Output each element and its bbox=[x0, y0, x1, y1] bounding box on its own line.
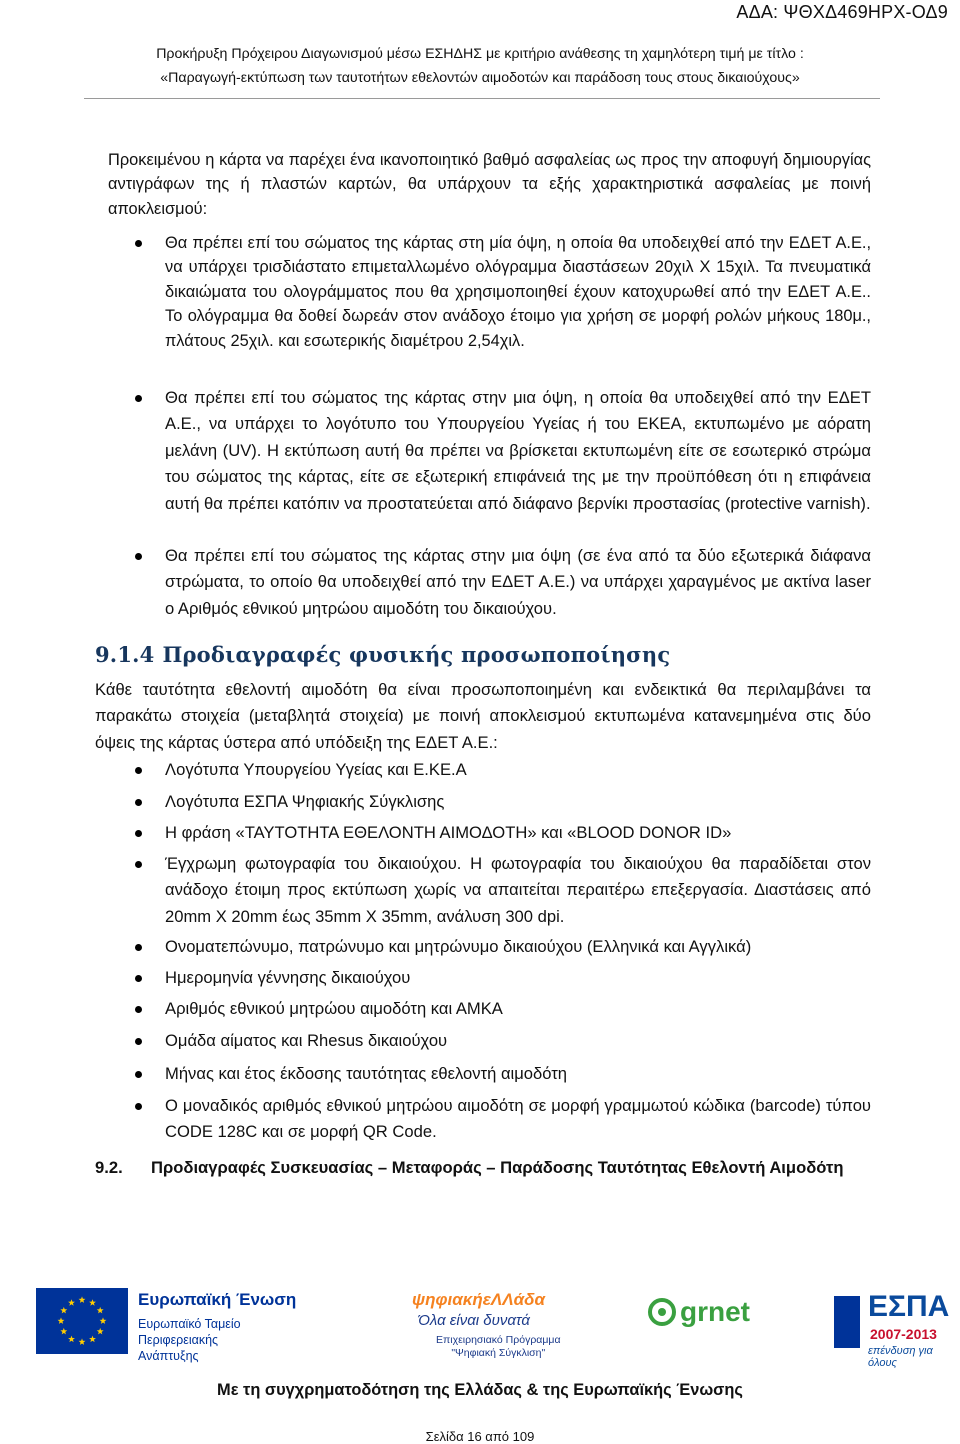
eu-fund-text bbox=[138, 1316, 241, 1364]
personalization-item-text: Λογότυπα ΕΣΠΑ Ψηφιακής Σύγκλισης bbox=[165, 792, 445, 811]
digital-greece-program bbox=[436, 1334, 561, 1360]
security-item-text: Θα πρέπει επί του σώματος της κάρτας στην μια όψη (σε ένα από τα δύο εξωτερικά διάφανα στρώματα, το οποίο θα υποδειχθεί από την ΕΔΕΤ Α.Ε.) να υπάρχει χαραγμένος με ακτίνα laser ο Αριθμός εθνικού μητρώου αιμοδότη του δικαιούχου. bbox=[165, 546, 871, 618]
bullet-icon bbox=[135, 1103, 142, 1110]
eu-fund-line: Περιφερειακής bbox=[138, 1333, 219, 1347]
security-item bbox=[165, 543, 871, 622]
digital-greece-slogan: Όλα είναι δυνατά bbox=[418, 1312, 530, 1329]
bullet-icon bbox=[135, 799, 142, 806]
security-intro: Προκειμένου η κάρτα να παρέχει ένα ικανοποιητικό βαθμό ασφαλείας ως προς την αποφυγή δημιουργίας αντιγράφων της ή πλαστών καρτών, θα υπάρχουν τα εξής χαρακτηριστικά ασφαλείας με ποινή αποκλεισμού: bbox=[108, 151, 871, 218]
bullet-icon bbox=[135, 830, 142, 837]
page-header bbox=[0, 42, 960, 90]
bullet-icon bbox=[135, 1006, 142, 1013]
personalization-item bbox=[165, 934, 871, 960]
personalization-item-text: Αριθμός εθνικού μητρώου αιμοδότη και ΑΜΚΑ bbox=[165, 999, 503, 1018]
eu-fund-line: Ευρωπαϊκό Ταμείο bbox=[138, 1317, 241, 1331]
header-line-1: Προκήρυξη Πρόχειρου Διαγωνισμού μέσω ΕΣΗΔΗΣ με κριτήριο ανάθεσης τη χαμηλότερη τιμή με τίτλο : bbox=[156, 46, 804, 62]
header-divider bbox=[84, 98, 880, 99]
bullet-icon bbox=[135, 395, 142, 402]
section-title: Προδιαγραφές Συσκευασίας – Μεταφοράς – Παράδοσης Ταυτότητας Εθελοντή Αιμοδότη bbox=[151, 1158, 844, 1177]
espa-flag-icon bbox=[830, 1292, 864, 1352]
bullet-icon bbox=[135, 944, 142, 951]
digital-greece-logo: ψηφιακήεΛΛάδα bbox=[412, 1290, 546, 1309]
eu-flag-icon bbox=[36, 1288, 128, 1354]
espa-years: 2007-2013 bbox=[870, 1326, 937, 1342]
bullet-icon bbox=[135, 975, 142, 982]
ada-code: ΑΔΑ: ΨΘΧΔ469ΗΡΧ-ΟΔ9 bbox=[736, 2, 948, 22]
program-line: Επιχειρησιακό Πρόγραμμα bbox=[436, 1334, 561, 1346]
header-line-2: «Παραγωγή-εκτύπωση των ταυτοτήτων εθελοντών αιμοδοτών και παράδοση τους στους δικαιούχους» bbox=[160, 70, 800, 86]
cofunding-logos bbox=[0, 1284, 960, 1374]
section-heading-9-1-4 bbox=[95, 642, 670, 667]
bullet-icon bbox=[135, 1071, 142, 1078]
grnet-logo: grnet bbox=[680, 1296, 750, 1327]
eu-fund-line: Ανάπτυξης bbox=[138, 1349, 199, 1363]
personalization-item-text: Η φράση «ΤΑΥΤΟΤΗΤΑ ΕΘΕΛΟΝΤΗ ΑΙΜΟΔΟΤΗ» και «BLOOD DONOR ID» bbox=[165, 823, 732, 842]
espa-slogan: επένδυση για όλους bbox=[868, 1345, 933, 1369]
personalization-item-text: Λογότυπα Υπουργείου Υγείας και Ε.ΚΕ.Α bbox=[165, 760, 467, 779]
personalization-item-text: Ο μοναδικός αριθμός εθνικού μητρώου αιμοδότη σε μορφή γραμμωτού κώδικα (barcode) τύπου CODE 128C και σε μορφή QR Code. bbox=[165, 1096, 871, 1142]
personalization-item bbox=[165, 1093, 871, 1146]
personalization-item bbox=[165, 1061, 871, 1087]
personalization-item bbox=[165, 851, 871, 930]
personalization-item-text: Ομάδα αίματος και Rhesus δικαιούχου bbox=[165, 1031, 448, 1050]
security-item-text: Θα πρέπει επί του σώματος της κάρτας στη μία όψη, η οποία θα υποδειχθεί από την ΕΔΕΤ Α.Ε., να υπάρχει τρισδιάστατο επιμεταλλωμένο ολόγραμμα διαστάσεων 20χιλ Χ 15χιλ. Τα πνευματικά δικαιώματα του ολογράμματος που θα χρησιμοποιηθεί έχουν κατοχυρωθεί από την ΕΔΕΤ Α.Ε.. Το ολόγραμμα θα δοθεί δωρεάν στον ανάδοχο έτοιμο για χρήση σε μορφή ρολών μήκους 180μ., πλάτους 25χιλ. και εσωτερικής διαμέτρου 2,54χιλ. bbox=[165, 234, 871, 350]
program-line: "Ψηφιακή Σύγκλιση" bbox=[451, 1347, 546, 1359]
page-number: Σελίδα 16 από 109 bbox=[425, 1429, 535, 1444]
security-item-text: Θα πρέπει επί του σώματος της κάρτας στην μια όψη, η οποία θα υποδειχθεί από την ΕΔΕΤ Α.Ε., να υπάρχει το λογότυπο του Υπουργείου Υγείας ή του ΕΚΕΑ, εκτυπωμένο με αόρατη μελάνη (UV). Η εκτύπωση αυτή θα πρέπει να βρίσκεται εκτυπωμένη είτε σε εσωτερικό στρώμα του σώματος της κάρτας, είτε σε εξωτερική επιφάνειά της με την προϋπόθεση ότι η επιφάνεια αυτή θα πρέπει κατόπιν να προστατεύεται από διάφανο βερνίκι προστασίας (protective varnish). bbox=[165, 388, 871, 513]
security-item bbox=[165, 385, 871, 517]
section-title: Προδιαγραφές φυσικής προσωποποίησης bbox=[162, 642, 671, 667]
personalization-item-text: Ημερομηνία γέννησης δικαιούχου bbox=[165, 968, 411, 987]
section-number: 9.2. bbox=[95, 1158, 123, 1177]
personalization-item bbox=[165, 820, 871, 846]
personalization-item-text: Μήνας και έτος έκδοσης ταυτότητας εθελοντή αιμοδότη bbox=[165, 1064, 568, 1083]
bullet-icon bbox=[135, 1038, 142, 1045]
personalization-item-text: Ονοματεπώνυμο, πατρώνυμο και μητρώνυμο δικαιούχου (Ελληνικά και Αγγλικά) bbox=[165, 937, 752, 956]
personalization-item bbox=[165, 757, 871, 783]
personalization-item bbox=[165, 965, 871, 991]
bullet-icon bbox=[135, 861, 142, 868]
personalization-intro: Κάθε ταυτότητα εθελοντή αιμοδότη θα είναι προσωποποιημένη και ενδεικτικά θα περιλαμβάνει τα παρακάτω στοιχεία (μεταβλητά στοιχεία) με ποινή αποκλεισμού εκτυπωμένα κατανεμημένα στις δύο όψεις της κάρτας ύστερα από υπόδειξη της ΕΔΕΤ Α.Ε.: bbox=[95, 680, 871, 752]
eu-title: Ευρωπαϊκή Ένωση bbox=[138, 1290, 297, 1309]
bullet-icon bbox=[135, 240, 142, 247]
section-number: 9.1.4 bbox=[95, 642, 155, 667]
espa-title: ΕΣΠΑ bbox=[868, 1290, 950, 1323]
bullet-icon bbox=[135, 553, 142, 560]
personalization-item bbox=[165, 789, 871, 815]
bullet-icon bbox=[135, 767, 142, 774]
personalization-item-text: Έγχρωμη φωτογραφία του δικαιούχου. Η φωτογραφία του δικαιούχου θα παραδίδεται στον ανάδοχο έτοιμη προς εκτύπωση χωρίς να απαιτείται περαιτέρω επεξεργασία. Διαστάσεις από 20mm Χ 20mm έως 35mm Χ 35mm, ανάλυση 300 dpi. bbox=[165, 854, 871, 926]
security-item bbox=[165, 231, 871, 353]
grnet-mark-icon bbox=[648, 1298, 676, 1326]
personalization-item bbox=[165, 1028, 871, 1054]
personalization-item bbox=[165, 996, 871, 1022]
cofunding-statement: Με τη συγχρηματοδότηση της Ελλάδας & της Ευρωπαϊκής Ένωσης bbox=[217, 1381, 743, 1399]
